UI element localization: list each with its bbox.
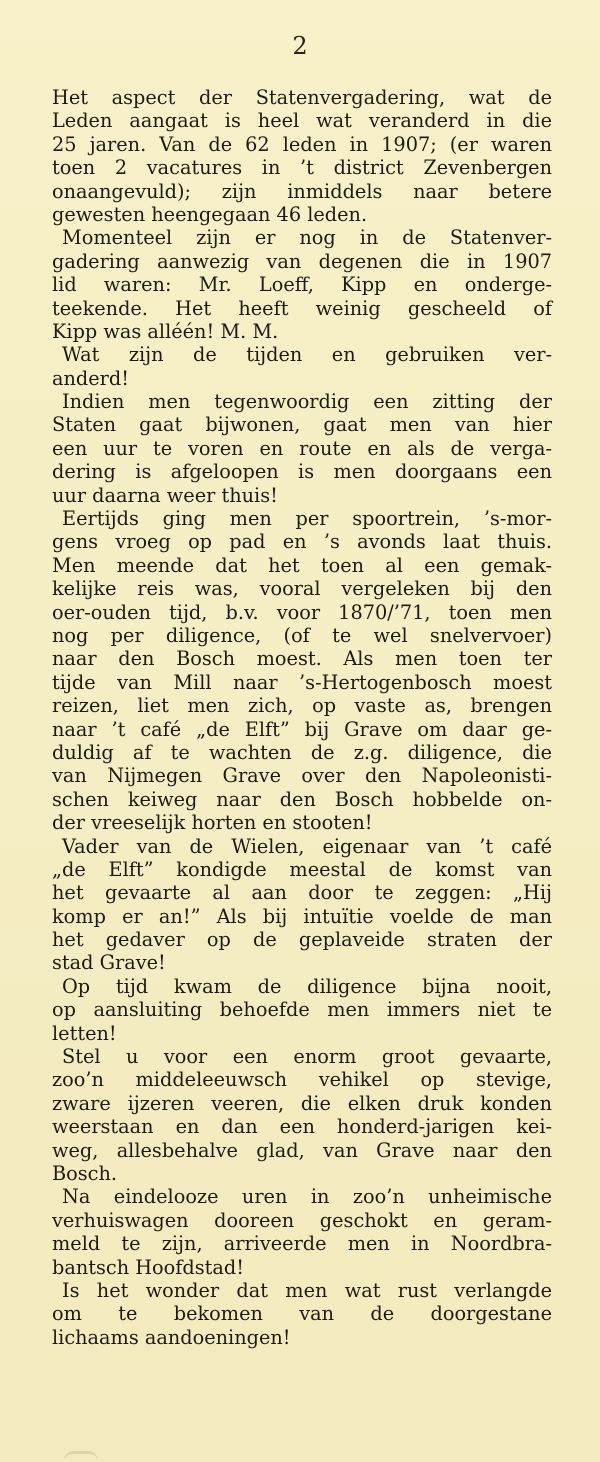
text-line: komp er an!” Als bij intuïtie voelde de man — [52, 904, 552, 928]
text-line: oer-ouden tijd, b.v. voor 1870/’71, toen men — [52, 600, 552, 624]
text-line: zware ijzeren veeren, die elken druk konden — [52, 1091, 552, 1115]
text-line: lichaams aandoeningen! — [52, 1325, 291, 1349]
text-line: toen 2 vacatures in ’t district Zevenbergen — [52, 156, 552, 180]
text-line: nog per diligence, (of te wel snelvervoer) — [52, 623, 552, 647]
text-line: om te bekomen van de doorgestane — [52, 1302, 552, 1326]
text-line: Vader van de Wielen, eigenaar van ’t café — [62, 834, 552, 858]
text-line: reizen, liet men zich, op vaste as, brengen — [52, 694, 552, 718]
text-line: Na eindelooze uren in zoo’n unheimische — [62, 1185, 552, 1209]
cropped-footer-mark — [64, 1451, 98, 1462]
text-line: lid waren: Mr. Loeff, Kipp en onderge- — [52, 273, 552, 297]
text-line: een uur te voren en route en als de verga- — [52, 436, 552, 460]
text-line: kelijke reis was, vooral vergeleken bij den — [52, 577, 552, 601]
text-line: Wat zijn de tijden en gebruiken ver- — [62, 343, 552, 367]
text-line: gadering aanwezig van degenen die in 1907 — [52, 249, 552, 273]
text-line: uur daarna weer thuis! — [52, 483, 278, 507]
text-line: gewesten heengegaan 46 leden. — [52, 202, 368, 226]
text-line: het gedaver op de geplaveide straten der — [52, 928, 552, 952]
text-line: naar ’t café „de Elft” bij Grave om daar ge- — [52, 717, 552, 741]
text-line: meld te zijn, arriveerde men in Noordbra- — [52, 1232, 552, 1256]
text-line: duldig af te wachten de z.g. diligence, die — [52, 740, 552, 764]
text-line: Staten gaat bijwonen, gaat men van hier — [52, 413, 552, 437]
text-line: het gevaarte al aan door te zeggen: „Hij — [52, 881, 552, 905]
text-line: dering is afgeloopen is men doorgaans een — [52, 460, 552, 484]
text-line: zoo’n middeleeuwsch vehikel op stevige, — [52, 1068, 552, 1092]
text-line: schen keiweg naar den Bosch hobbelde on- — [52, 787, 552, 811]
text-line: verhuiswagen dooreen geschokt en geram- — [52, 1208, 552, 1232]
text-line: gens vroeg op pad en ’s avonds laat thuis. — [52, 530, 552, 554]
text-line: Eertijds ging men per spoortrein, ’s-mor- — [62, 507, 552, 531]
text-line: Kipp was alléén! M. M. — [52, 319, 279, 343]
text-line: anderd! — [52, 366, 129, 390]
text-line: Stel u voor een enorm groot gevaarte, — [62, 1045, 552, 1069]
text-line: naar den Bosch moest. Als men toen ter — [52, 647, 552, 671]
text-line: Bosch. — [52, 1161, 118, 1185]
text-line: letten! — [52, 1021, 117, 1045]
text-line: 25 jaren. Van de 62 leden in 1907; (er waren — [52, 132, 552, 156]
text-line: „de Elft” kondigde meestal de komst van — [52, 857, 552, 881]
text-line: van Nijmegen Grave over den Napoleonisti- — [52, 764, 552, 788]
text-line: der vreeselijk horten en stooten! — [52, 811, 373, 835]
text-line: Momenteel zijn er nog in de Statenver- — [62, 226, 552, 250]
text-line: tijde van Mill naar ’s-Hertogenbosch moest — [52, 670, 552, 694]
text-line: weg, allesbehalve glad, van Grave naar den — [52, 1138, 552, 1162]
text-line: Men meende dat het toen al een gemak- — [52, 553, 552, 577]
text-line: weerstaan en dan een honderd-jarigen kei- — [52, 1115, 552, 1139]
text-line: teekende. Het heeft weinig gescheeld of — [52, 296, 552, 320]
text-line: Het aspect der Statenvergadering, wat de — [52, 86, 552, 109]
body-text — [52, 86, 552, 1349]
text-line: bantsch Hoofdstad! — [52, 1255, 244, 1279]
text-line: onaangevuld); zijn inmiddels naar betere — [52, 179, 552, 203]
text-line: Is het wonder dat men wat rust verlangde — [62, 1278, 552, 1302]
text-line: Op tijd kwam de diligence bijna nooit, — [62, 974, 552, 998]
text-line: stad Grave! — [52, 951, 166, 975]
text-line: Leden aangaat is heel wat veranderd in die — [52, 109, 552, 133]
text-line: Indien men tegenwoordig een zitting der — [62, 390, 552, 414]
text-line: op aansluiting behoefde men immers niet te — [52, 998, 552, 1022]
page-number: 2 — [292, 32, 308, 60]
